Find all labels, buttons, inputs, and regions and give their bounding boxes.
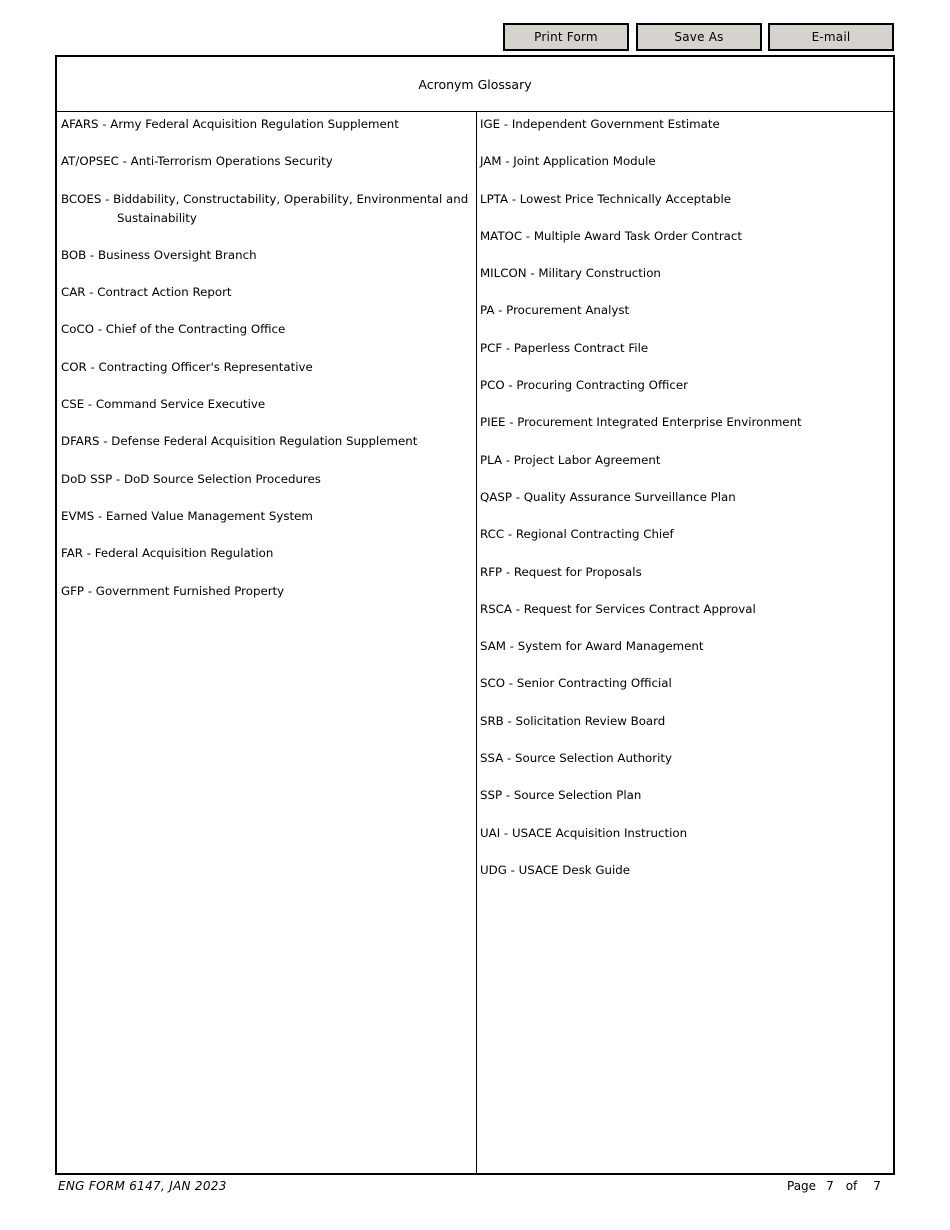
- glossary-entry: SCO - Senior Contracting Official: [480, 676, 672, 691]
- glossary-left-list: [57, 112, 476, 601]
- glossary-entry: RCC - Regional Contracting Chief: [480, 527, 674, 542]
- email-button[interactable]: E-mail: [768, 23, 894, 51]
- glossary-entry: CoCO - Chief of the Contracting Office: [61, 322, 286, 337]
- form-toolbar: [503, 23, 894, 51]
- glossary-right-column: [477, 112, 893, 1173]
- save-as-button[interactable]: Save As: [636, 23, 762, 51]
- glossary-entry: QASP - Quality Assurance Surveillance Plan: [480, 489, 736, 504]
- glossary-entry: PCO - Procuring Contracting Officer: [480, 378, 688, 393]
- page-number: 7: [826, 1179, 834, 1193]
- glossary-entry: CAR - Contract Action Report: [61, 285, 232, 300]
- glossary-entry: PLA - Project Labor Agreement: [480, 452, 661, 467]
- glossary-entry: PCF - Paperless Contract File: [480, 340, 649, 355]
- glossary-right-list: [477, 112, 893, 880]
- glossary-entry: LPTA - Lowest Price Technically Acceptable: [480, 191, 731, 206]
- page-label: Page: [787, 1179, 817, 1193]
- glossary-entry: PIEE - Procurement Integrated Enterprise Environment: [480, 415, 802, 430]
- glossary-entry: BCOES - Biddability, Constructability, Operability, Environmental and Sustainability: [61, 191, 469, 225]
- glossary-entry: BOB - Business Oversight Branch: [61, 247, 257, 262]
- glossary-entry: RSCA - Request for Services Contract Approval: [480, 601, 756, 616]
- glossary-entry: SSP - Source Selection Plan: [480, 788, 642, 803]
- glossary-entry: COR - Contracting Officer's Representative: [61, 359, 313, 374]
- glossary-title: Acronym Glossary: [57, 57, 893, 112]
- glossary-entry: CSE - Command Service Executive: [61, 397, 266, 412]
- glossary-entry: JAM - Joint Application Module: [480, 154, 656, 169]
- page-of-label: of: [845, 1179, 858, 1193]
- glossary-entry: AT/OPSEC - Anti-Terrorism Operations Security: [61, 154, 333, 169]
- glossary-entry: MATOC - Multiple Award Task Order Contract: [480, 228, 743, 243]
- glossary-entry: RFP - Request for Proposals: [480, 564, 642, 579]
- glossary-entry: PA - Procurement Analyst: [480, 303, 630, 318]
- glossary-entry: AFARS - Army Federal Acquisition Regulation Supplement: [61, 117, 399, 131]
- glossary-entry: SAM - System for Award Management: [480, 639, 704, 654]
- glossary-entry: DFARS - Defense Federal Acquisition Regulation Supplement: [61, 434, 418, 449]
- print-form-button[interactable]: Print Form: [503, 23, 629, 51]
- glossary-entry: UAI - USACE Acquisition Instruction: [480, 825, 688, 840]
- glossary-entry: DoD SSP - DoD Source Selection Procedures: [61, 471, 321, 486]
- glossary-entry: SSA - Source Selection Authority: [480, 751, 673, 766]
- glossary-entry: FAR - Federal Acquisition Regulation: [61, 546, 274, 561]
- glossary-entry: GFP - Government Furnished Property: [61, 583, 285, 598]
- glossary-entry: EVMS - Earned Value Management System: [61, 508, 313, 523]
- glossary-entry: MILCON - Military Construction: [480, 266, 661, 281]
- page-indicator: [787, 1179, 881, 1193]
- form-identifier: ENG FORM 6147, JAN 2023: [58, 1179, 227, 1193]
- glossary-entry: SRB - Solicitation Review Board: [480, 713, 666, 728]
- glossary-entry: IGE - Independent Government Estimate: [480, 117, 720, 131]
- glossary-form: [55, 55, 895, 1175]
- glossary-left-column: [57, 112, 477, 1173]
- glossary-entry: UDG - USACE Desk Guide: [480, 862, 630, 877]
- page-total: 7: [873, 1179, 881, 1193]
